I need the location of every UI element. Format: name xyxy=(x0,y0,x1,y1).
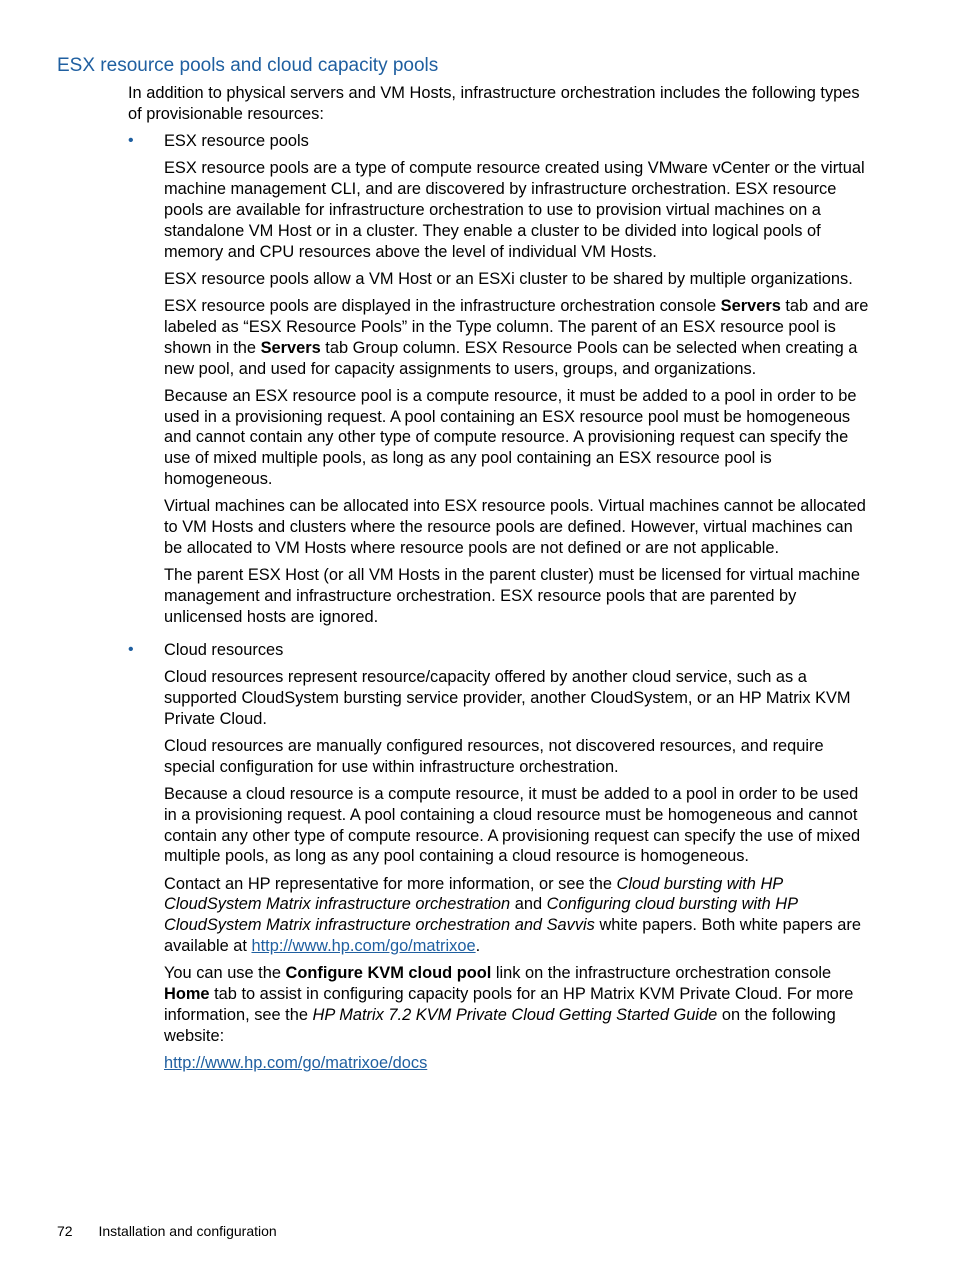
resource-type-list xyxy=(128,131,870,1074)
page-number: 72 xyxy=(57,1223,73,1239)
list-item-esx-resource-pools xyxy=(128,131,870,628)
list-item-cloud-resources xyxy=(128,640,870,1074)
guide-title: HP Matrix 7.2 KVM Private Cloud Getting Started Guide xyxy=(312,1005,718,1024)
bullet-icon: • xyxy=(128,640,134,658)
paragraph xyxy=(164,1053,870,1074)
paragraph: Virtual machines can be allocated into ESX resource pools. Virtual machines cannot be allocated to VM Hosts and clusters where the resource pools are defined. However, virtual machines can be allocated to VM Hosts where resource pools are not defined or are not applicable. xyxy=(164,497,866,557)
bullet-title: ESX resource pools xyxy=(164,132,309,151)
paragraph: ESX resource pools are a type of compute resource created using VMware vCenter or the virtual machine management CLI, and are discovered by infrastructure orchestration. ESX resource pools are available for infrastructure orchestration to use to provision virtual machines on a standalone VM Host or in a cluster. They enable a cluster to be divided into logical pools of memory and CPU resources above the level of individual VM Hosts. xyxy=(164,159,865,261)
configure-kvm-link-label: Configure KVM cloud pool xyxy=(285,964,492,983)
home-tab-label: Home xyxy=(164,985,210,1004)
paragraph: You can use the Configure KVM cloud pool link on the infrastructure orchestration console Home tab to assist in configuring capacity pools for an HP Matrix KVM Private Cloud. For more information, see the HP Matrix 7.2 KVM Private Cloud Getting Started Guide on the following website: xyxy=(164,964,854,1045)
paragraph: Because an ESX resource pool is a compute resource, it must be added to a pool in order to be used in a provisioning request. A pool containing an ESX resource pool must be homogeneous and cannot contain any other type of compute resource. A provisioning request can specify the use of mixed multiple pools, as long as any pool containing an ESX resource pool is homogeneous. xyxy=(164,386,857,489)
footer-section-title: Installation and configuration xyxy=(98,1223,277,1239)
bullet-icon: • xyxy=(128,132,134,150)
bullet-title: Cloud resources xyxy=(164,640,284,659)
servers-tab-label: Servers xyxy=(720,297,781,316)
matrixoe-link[interactable]: http://www.hp.com/go/matrixoe xyxy=(251,936,476,955)
intro-paragraph: In addition to physical servers and VM Hosts, infrastructure orchestration includes the following types of provisionable resources: xyxy=(128,84,860,123)
paragraph: The parent ESX Host (or all VM Hosts in the parent cluster) must be licensed for virtual machine management and infrastructure orchestration. ESX resource pools that are parented by unlicensed hosts are ignored. xyxy=(164,566,860,626)
section-heading: ESX resource pools and cloud capacity pools xyxy=(57,55,439,76)
paragraph: Contact an HP representative for more information, or see the Cloud bursting with HP CloudSystem Matrix infrastructure orchestration and Configuring cloud bursting with HP CloudSystem Matrix infrastructure orchestration and Savvis white papers. Both white papers are available at http://www.hp.com/go/matrixoe. xyxy=(164,874,861,955)
white-paper-title: Cloud bursting with HP CloudSystem Matrix infrastructure orchestration xyxy=(164,874,783,914)
paragraph: ESX resource pools allow a VM Host or an ESXi cluster to be shared by multiple organizations. xyxy=(164,269,853,288)
white-paper-title: Configuring cloud bursting with HP CloudSystem Matrix infrastructure orchestration and Savvis xyxy=(164,895,798,935)
servers-tab-label: Servers xyxy=(260,338,321,357)
paragraph: Cloud resources are manually configured resources, not discovered resources, and require special configuration for use within infrastructure orchestration. xyxy=(164,736,824,776)
paragraph: Because a cloud resource is a compute resource, it must be added to a pool in order to be used in a provisioning request. A pool containing a cloud resource must be homogeneous and cannot contain any other type of compute resource. A provisioning request can specify the use of mixed multiple pools, as long as any pool containing a cloud resource is homogeneous. xyxy=(164,784,861,866)
paragraph: ESX resource pools are displayed in the infrastructure orchestration console Servers tab and are labeled as “ESX Resource Pools” in the Type column. The parent of an ESX resource pool is shown in the Servers tab Group column. ESX Resource Pools can be selected when creating a new pool, and used for capacity assignments to users, groups, and organizations. xyxy=(164,297,869,378)
main-content xyxy=(128,83,870,1080)
paragraph: Cloud resources represent resource/capacity offered by another cloud service, such as a supported CloudSystem bursting service provider, another CloudSystem, or an HP Matrix KVM Private Cloud. xyxy=(164,667,851,728)
matrixoe-docs-link[interactable]: http://www.hp.com/go/matrixoe/docs xyxy=(164,1053,428,1072)
page-footer xyxy=(57,1223,277,1239)
